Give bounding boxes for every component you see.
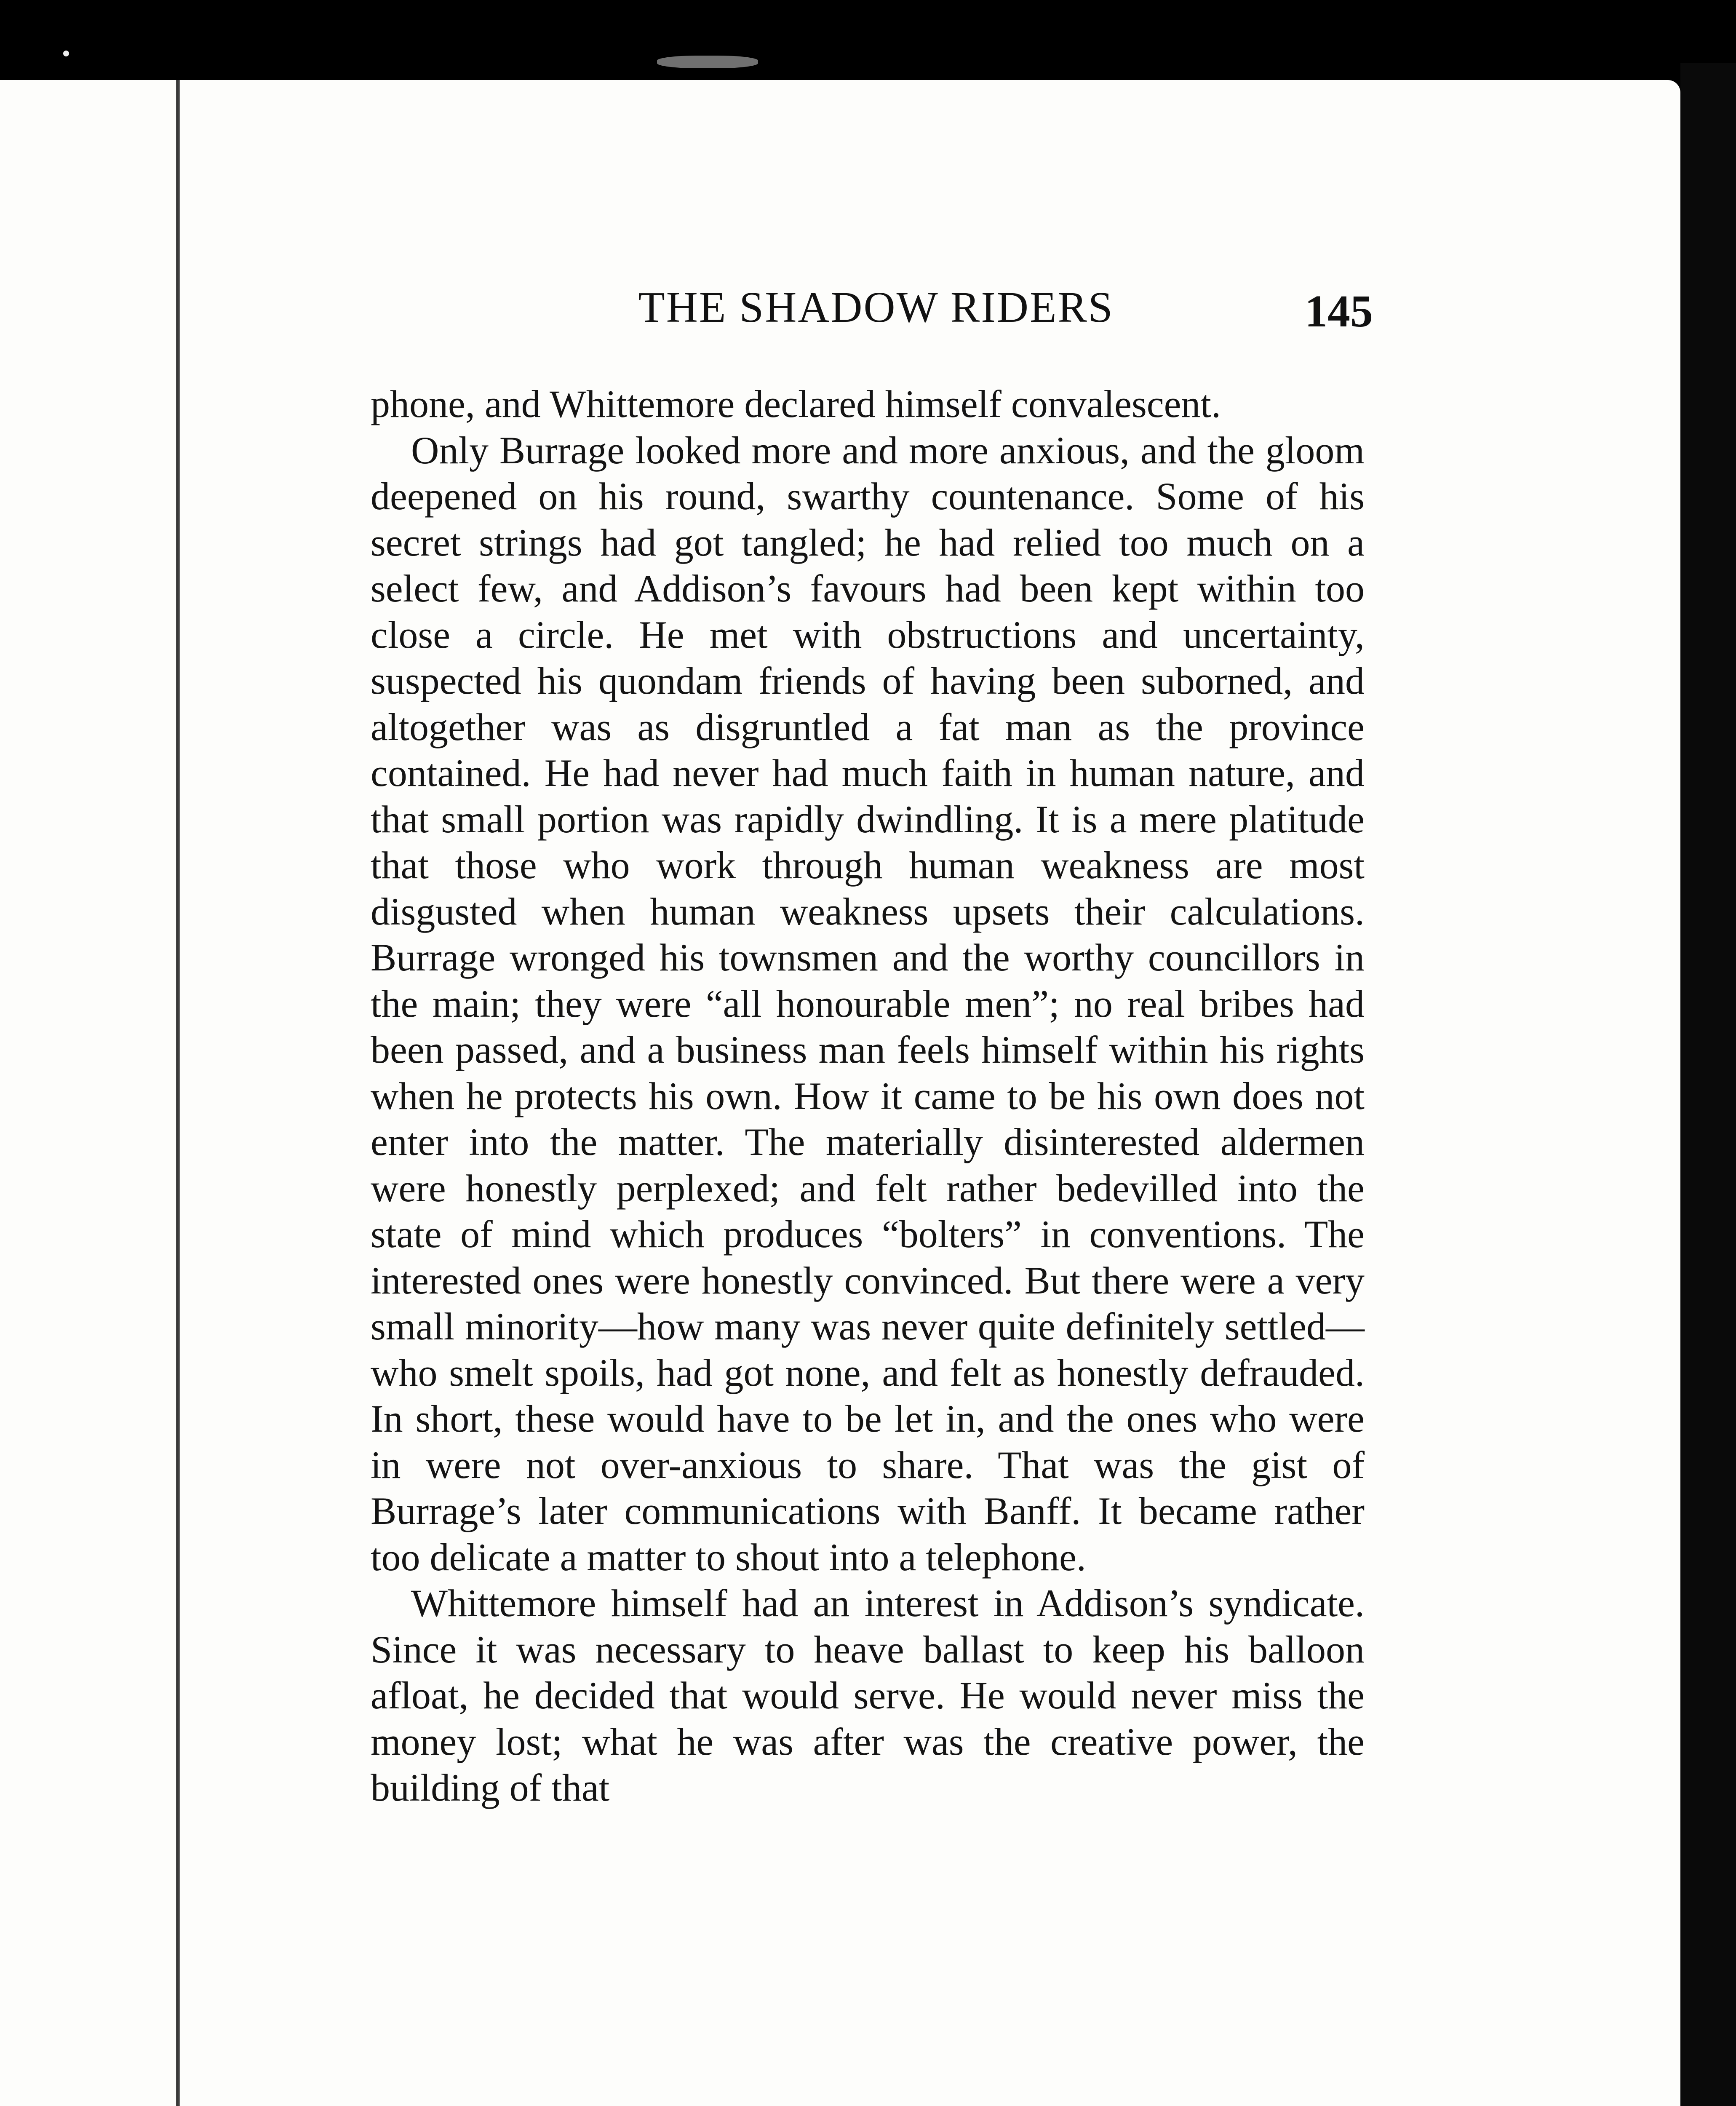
paragraph: phone, and Whittemore declared himself convalescent.	[371, 382, 1221, 425]
scan-edge-right	[1680, 63, 1736, 2106]
body-text	[371, 381, 1365, 2106]
scan-speck	[63, 51, 69, 56]
page-number: 145	[1305, 286, 1373, 337]
paragraph: Whittemore himself had an interest in Addison’s syndicate. Since it was necessary to heave ballast to keep his balloon afloat, he decided that would serve. He would never miss the money lost; what he was after was the creative power, the building of that	[371, 1582, 1365, 1809]
scan-speck	[657, 56, 758, 68]
paragraph: Only Burrage looked more and more anxious, and the gloom deepened on his round, swarthy countenance. Some of his secret strings had got tangled; he had relied too much on a select few, and Addison’s favours had been kept within too close a circle. He met with obstructions and uncertainty, suspected his quondam friends of having been suborned, and altogether was as disgruntled a fat man as the province contained. He had never had much faith in human nature, and that small portion was rapidly dwindling. It is a mere platitude that those who work through human weakness are most disgusted when human weakness upsets their calculations. Burrage wronged his townsmen and the worthy councillors in the main; they were “all honourable men”; no real bribes had been passed, and a business man feels himself within his rights when he protects his own. How it came to be his own does not enter into the matter. The materially disinterested aldermen were honestly perplexed; and felt rather bedevilled into the state of mind which produces “bolters” in conventions. The interested ones were honestly convinced. But there were a very small minority—how many was never quite definitely settled—who smelt spoils, had got none, and felt as honestly defrauded. In short, these would have to be let in, and the ones who were in were not over-anxious to share. That was the gist of Burrage’s later communications with Banff. It became rather too delicate a matter to shout into a telephone.	[371, 428, 1365, 1579]
binding-line	[176, 80, 180, 2106]
running-head: THE SHADOW RIDERS	[638, 283, 1114, 331]
